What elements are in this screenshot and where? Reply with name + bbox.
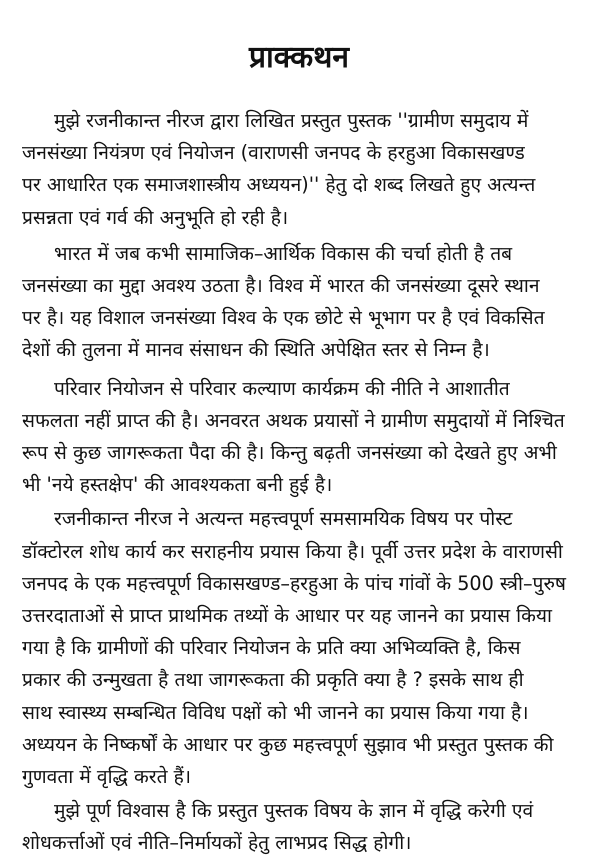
text-line: भारत में जब कभी सामाजिक–आर्थिक विकास की चर्चा होती है तब — [54, 241, 513, 265]
text-line: गुणवता में वृद्धि करते हैं। — [22, 765, 192, 789]
text-line: डॉक्टोरल शोध कार्य कर सराहनीय प्रयास किया है। पूर्वी उत्तर प्रदेश के वाराणसी — [22, 539, 563, 563]
text-line: पर है। यह विशाल जनसंख्या विश्व के एक छोटे से भूभाग पर है एवं विकसित — [22, 306, 545, 330]
text-line: रूप से कुछ जागरूकता पैदा की है। किन्तु बढ़ती जनसंख्या को देखते हुए अभी — [22, 441, 557, 465]
text-line: रजनीकान्त नीरज ने अत्यन्त महत्त्वपूर्ण समसामयिक विषय पर पोस्ट — [54, 507, 513, 531]
text-line: सफलता नहीं प्राप्त की है। अनवरत अथक प्रयासों ने ग्रामीण समुदायों में निश्चित — [22, 408, 565, 432]
text-line: जनसंख्या नियंत्रण एवं नियोजन (वाराणसी जनपद के हरहुआ विकासखण्ड — [22, 141, 525, 165]
text-line: भी 'नये हस्तक्षेप' की आवश्यकता बनी हुई है। — [22, 473, 333, 497]
text-line: मुझे रजनीकान्त नीरज द्वारा लिखित प्रस्तुत पुस्तक ''ग्रामीण समुदाय में — [54, 109, 529, 132]
text-line: उत्तरदाताओं से प्राप्त प्राथमिक तथ्यों के आधार पर यह जानने का प्रयास किया — [22, 604, 552, 628]
page-title: प्राक्कथन — [248, 40, 350, 75]
text-line: देशों की तुलना में मानव संसाधन की स्थिति अपेक्षित स्तर से निम्न है। — [22, 338, 490, 362]
paragraph-1 — [22, 105, 576, 234]
paragraph-3 — [22, 373, 576, 502]
text-line: शोधकर्त्ताओं एवं नीति–निर्मायकों हेतु लाभप्रद सिद्ध होगी। — [22, 831, 412, 855]
text-line: साथ स्वास्थ्य सम्बन्धित विविध पक्षों को भी जानने का प्रयास किया गया है। — [22, 700, 529, 724]
text-line: जनपद के एक महत्त्वपूर्ण विकासखण्ड–हरहुआ के पांच गांवों के 500 स्त्री–पुरुष — [22, 571, 567, 595]
paragraph-2 — [22, 238, 576, 367]
text-line: मुझे पूर्ण विश्वास है कि प्रस्तुत पुस्तक विषय के ज्ञान में वृद्धि करेगी एवं — [54, 799, 534, 823]
paragraph-5 — [22, 795, 576, 859]
text-line: परिवार नियोजन से परिवार कल्याण कार्यक्रम की नीति ने आशातीत — [54, 376, 510, 400]
text-line: प्रकार की उन्मुखता है तथा जागरूकता की प्रकृति क्या है ? इसके साथ ही — [22, 668, 524, 692]
text-line: जनसंख्या का मुद्दा अवश्य उठता है। विश्व में भारत की जनसंख्या दूसरे स्थान — [22, 274, 540, 298]
text-line: प्रसन्नता एवं गर्व की अनुभूति हो रही है। — [22, 205, 289, 229]
text-line: अध्ययन के निष्कर्षों के आधार पर कुछ महत्त्वपूर्ण सुझाव भी प्रस्तुत पुस्तक की — [22, 732, 554, 756]
text-line: पर आधारित एक समाजशास्त्रीय अध्ययन)'' हेतु दो शब्द लिखते हुए अत्यन्त — [22, 173, 536, 197]
paragraph-4 — [22, 503, 576, 793]
text-line: गया है कि ग्रामीणों की परिवार नियोजन के प्रति क्या अभिव्यक्ति है, किस — [22, 636, 521, 660]
